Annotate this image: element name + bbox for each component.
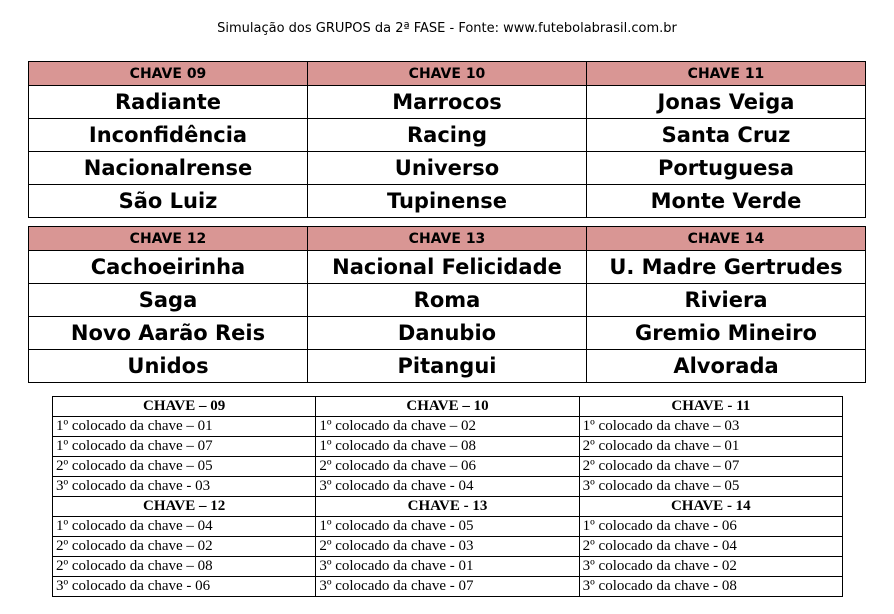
crossing-cell: 2º colocado da chave – 02 [53,537,316,557]
crossing-row [53,417,843,437]
header-row [29,227,866,251]
crossing-cell: 3º colocado da chave - 02 [579,557,842,577]
team-cell: Novo Aarão Reis [29,317,308,350]
crossing-cell: 1º colocado da chave – 04 [53,517,316,537]
team-row [29,350,866,383]
team-cell: Portuguesa [587,152,866,185]
crossing-cell: 1º colocado da chave – 02 [316,417,579,437]
group-header: CHAVE 11 [587,62,866,86]
team-cell: Inconfidência [29,119,308,152]
crossing-cell: 2º colocado da chave – 08 [53,557,316,577]
team-cell: Unidos [29,350,308,383]
crossing-cell: 3º colocado da chave - 03 [53,477,316,497]
crossing-cell: 2º colocado da chave – 05 [53,457,316,477]
crossing-cell: 2º colocado da chave – 06 [316,457,579,477]
crossing-header: CHAVE - 14 [579,497,842,517]
crossing-row [53,577,843,597]
header-row [29,62,866,86]
crossing-cell: 3º colocado da chave - 06 [53,577,316,597]
team-cell: Danubio [308,317,587,350]
team-row [29,185,866,218]
crossing-header: CHAVE - 11 [579,397,842,417]
crossing-row [53,517,843,537]
team-cell: Pitangui [308,350,587,383]
team-cell: Jonas Veiga [587,86,866,119]
team-row [29,251,866,284]
crossing-cell: 1º colocado da chave – 01 [53,417,316,437]
crossing-header-row [53,397,843,417]
team-cell: Gremio Mineiro [587,317,866,350]
crossing-row [53,437,843,457]
team-cell: Riviera [587,284,866,317]
groups-table-bottom [28,226,866,383]
team-cell: Nacional Felicidade [308,251,587,284]
crossing-cell: 1º colocado da chave - 05 [316,517,579,537]
team-cell: Santa Cruz [587,119,866,152]
crossing-header-row [53,497,843,517]
group-header: CHAVE 12 [29,227,308,251]
groups-table-top [28,61,866,218]
crossing-row [53,537,843,557]
crossing-row [53,477,843,497]
team-cell: São Luiz [29,185,308,218]
team-cell: Roma [308,284,587,317]
group-header: CHAVE 14 [587,227,866,251]
team-cell: Universo [308,152,587,185]
crossing-cell: 1º colocado da chave – 08 [316,437,579,457]
crossing-header: CHAVE – 09 [53,397,316,417]
crossing-header: CHAVE – 12 [53,497,316,517]
crossing-row [53,557,843,577]
crossing-cell: 2º colocado da chave - 03 [316,537,579,557]
crossing-row [53,457,843,477]
crossing-cell: 1º colocado da chave – 07 [53,437,316,457]
team-cell: Monte Verde [587,185,866,218]
crossing-cell: 1º colocado da chave - 06 [579,517,842,537]
team-cell: Nacionalrense [29,152,308,185]
crossing-cell: 1º colocado da chave – 03 [579,417,842,437]
team-row [29,284,866,317]
crossing-header: CHAVE – 10 [316,397,579,417]
group-header: CHAVE 09 [29,62,308,86]
group-header: CHAVE 13 [308,227,587,251]
crossing-cell: 3º colocado da chave - 01 [316,557,579,577]
team-row [29,152,866,185]
team-cell: Racing [308,119,587,152]
team-cell: U. Madre Gertrudes [587,251,866,284]
team-row [29,119,866,152]
crossing-cell: 2º colocado da chave - 04 [579,537,842,557]
crossing-cell: 2º colocado da chave – 01 [579,437,842,457]
team-cell: Cachoeirinha [29,251,308,284]
team-cell: Marrocos [308,86,587,119]
crossing-header: CHAVE - 13 [316,497,579,517]
team-cell: Tupinense [308,185,587,218]
group-header: CHAVE 10 [308,62,587,86]
team-cell: Alvorada [587,350,866,383]
crossing-cell: 2º colocado da chave – 07 [579,457,842,477]
crossing-cell: 3º colocado da chave – 05 [579,477,842,497]
crossing-cell: 3º colocado da chave - 07 [316,577,579,597]
page-title: Simulação dos GRUPOS da 2ª FASE - Fonte: www.futebolabrasil.com.br [217,21,677,36]
team-cell: Saga [29,284,308,317]
crossing-table [52,396,843,597]
team-row [29,86,866,119]
crossing-cell: 3º colocado da chave - 04 [316,477,579,497]
team-cell: Radiante [29,86,308,119]
crossing-cell: 3º colocado da chave - 08 [579,577,842,597]
team-row [29,317,866,350]
